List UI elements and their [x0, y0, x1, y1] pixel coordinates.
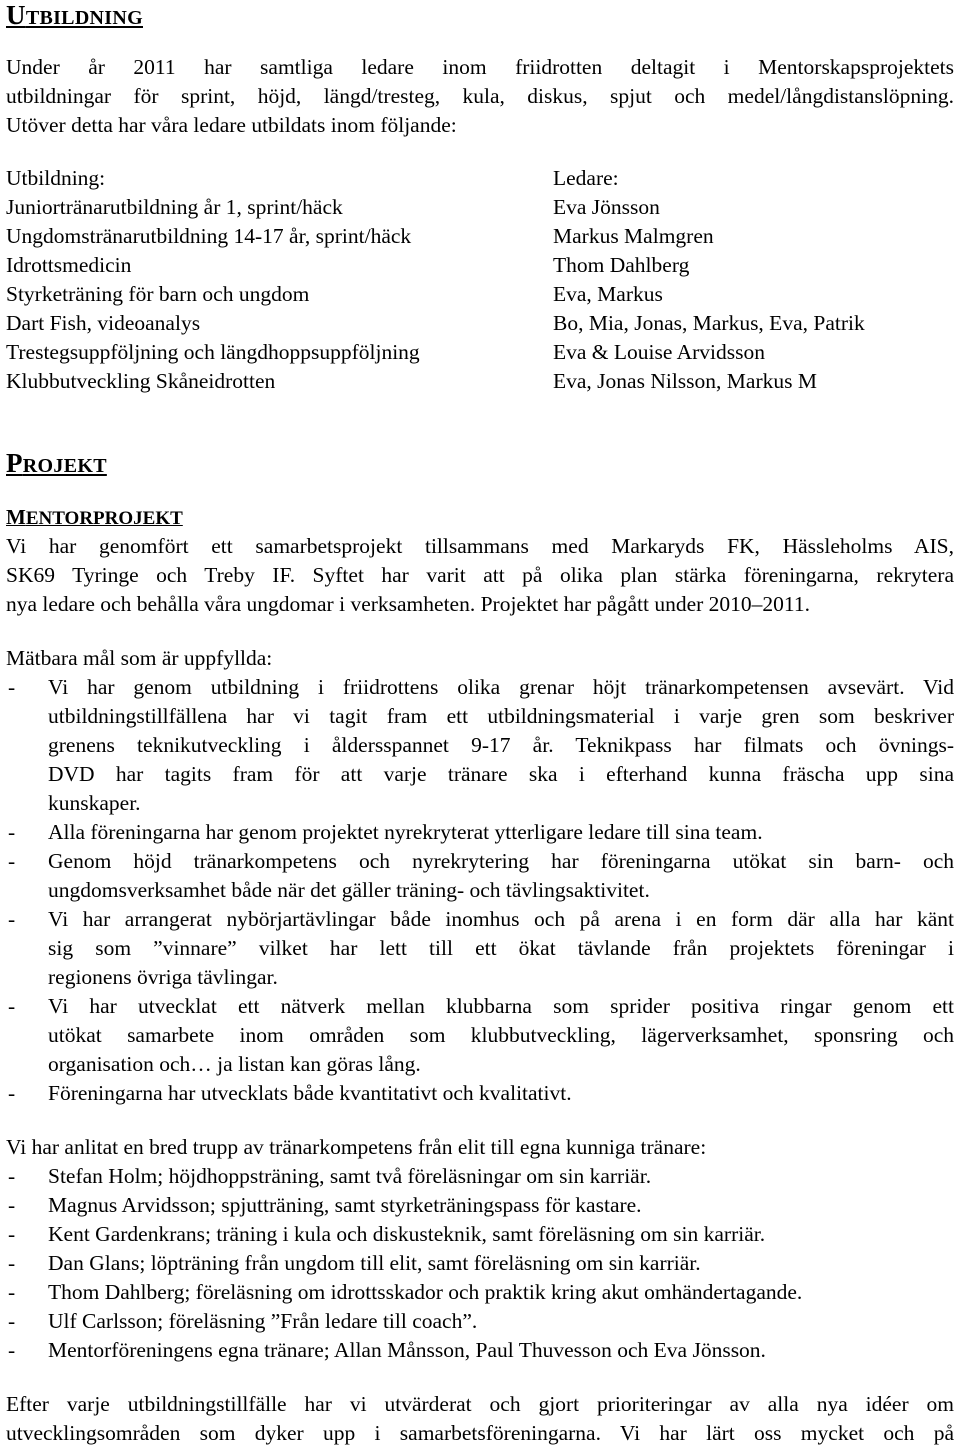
goal-line: utökat samarbete inom områden som klubbutveckling, lägerverksamhet, sponsring och: [48, 1023, 954, 1047]
course-name: Styrketräning för barn och ungdom: [6, 282, 310, 306]
course-name: Juniortränarutbildning år 1, sprint/häck: [6, 195, 343, 219]
trainer-item: Magnus Arvidsson; spjutträning, samt styrketräningspass för kastare.: [48, 1193, 642, 1217]
intro-line: Utöver detta har våra ledare utbildats inom följande:: [6, 113, 457, 137]
goal-line: grenens teknikutveckling i åldersspannet 9-17 år. Teknikpass har filmats och övnings-: [48, 733, 954, 757]
trainer-item: Stefan Holm; höjdhoppsträning, samt två föreläsningar om sin karriär.: [48, 1164, 652, 1188]
goal-line: kunskaper.: [48, 791, 141, 815]
goals-header: Mätbara mål som är uppfyllda:: [6, 646, 273, 670]
trainer-item: Mentorföreningens egna tränare; Allan Månsson, Paul Thuvesson och Eva Jönsson.: [48, 1338, 766, 1362]
list-dash: -: [8, 1280, 16, 1304]
list-dash: -: [8, 994, 16, 1018]
goal-line: Vi har genom utbildning i friidrottens olika grenar höjt tränarkompetensen avsevärt. Vid: [48, 675, 954, 699]
list-dash: -: [8, 849, 16, 873]
course-leader: Markus Malmgren: [553, 224, 714, 248]
project-paragraph-line: nya ledare och behålla våra ungdomar i verksamheten. Projektet har pågått under 2010–2011.: [6, 592, 810, 616]
trainers-header: Vi har anlitat en bred trupp av tränarkompetens från elit till egna kunniga tränare:: [6, 1135, 707, 1159]
course-leader: Bo, Mia, Jonas, Markus, Eva, Patrik: [553, 311, 865, 335]
closing-line: Efter varje utbildningstillfälle har vi utvärderat och gjort prioriteringar av alla nya idéer om: [6, 1392, 954, 1416]
project-paragraph-line: SK69 Tyringe och Treby IF. Syftet har varit att på olika plan stärka föreningarna, rekrytera: [6, 563, 954, 587]
course-leader: Eva & Louise Arvidsson: [553, 340, 765, 364]
course-name: Klubbutveckling Skåneidrotten: [6, 369, 276, 393]
goal-line: Vi har utvecklat ett nätverk mellan klubbarna som sprider positiva ringar genom ett: [48, 994, 954, 1018]
list-dash: -: [8, 820, 16, 844]
course-name: Ungdomstränarutbildning 14-17 år, sprint/häck: [6, 224, 412, 248]
goal-line: sig som ”vinnare” vilket har lett till ett ökat tävlande från projektets föreningar i: [48, 936, 954, 960]
trainer-item: Kent Gardenkrans; träning i kula och diskusteknik, samt föreläsning om sin karriär.: [48, 1222, 766, 1246]
course-leader: Eva, Jonas Nilsson, Markus M: [553, 369, 817, 393]
project-paragraph-line: Vi har genomfört ett samarbetsprojekt tillsammans med Markaryds FK, Hässleholms AIS,: [6, 534, 954, 558]
subheading-mentorprojekt: MENTORPROJEKT: [6, 505, 183, 529]
goal-line: Alla föreningarna har genom projektet nyrekryterat ytterligare ledare till sina team.: [48, 820, 763, 844]
list-dash: -: [8, 675, 16, 699]
course-leader: Thom Dahlberg: [553, 253, 690, 277]
list-dash: -: [8, 1081, 16, 1105]
section-heading-utbildning: UTBILDNING: [6, 0, 143, 30]
goal-line: Föreningarna har utvecklats både kvantitativt och kvalitativt.: [48, 1081, 572, 1105]
list-dash: -: [8, 1251, 16, 1275]
intro-line: utbildningar för sprint, höjd, längd/tresteg, kula, diskus, spjut och medel/långdistanslöpning.: [6, 84, 954, 108]
trainer-item: Ulf Carlsson; föreläsning ”Från ledare till coach”.: [48, 1309, 478, 1333]
column-header-ledare: Ledare:: [553, 166, 619, 190]
list-dash: -: [8, 1338, 16, 1362]
goal-line: ungdomsverksamhet både när det gäller träning- och tävlingsaktivitet.: [48, 878, 650, 902]
goal-line: Vi har arrangerat nybörjartävlingar både inomhus och på arena i en form där alla har känt: [48, 907, 954, 931]
list-dash: -: [8, 1309, 16, 1333]
course-leader: Eva Jönsson: [553, 195, 660, 219]
list-dash: -: [8, 907, 16, 931]
column-header-utbildning: Utbildning:: [6, 166, 106, 190]
course-name: Dart Fish, videoanalys: [6, 311, 201, 335]
trainer-item: Dan Glans; löpträning från ungdom till elit, samt föreläsning om sin karriär.: [48, 1251, 701, 1275]
list-dash: -: [8, 1222, 16, 1246]
goal-line: Genom höjd tränarkompetens och nyrekrytering har föreningarna utökat sin barn- och: [48, 849, 954, 873]
list-dash: -: [8, 1193, 16, 1217]
goal-line: utbildningstillfällena har vi tagit fram ett utbildningsmaterial i varje gren som beskriver: [48, 704, 954, 728]
goal-line: regionens övriga tävlingar.: [48, 965, 278, 989]
trainer-item: Thom Dahlberg; föreläsning om idrottsskador och praktik kring akut omhändertagande.: [48, 1280, 803, 1304]
closing-line: utvecklingsområden som dyker upp i samarbetsföreningarna. Vi har lärt oss mycket och på: [6, 1421, 954, 1445]
goal-line: DVD har tagits fram för att varje tränare ska i efterhand kunna fräscha upp sina: [48, 762, 954, 786]
section-heading-projekt: PROJEKT: [6, 448, 107, 478]
goal-line: organisation och… ja listan kan göras lång.: [48, 1052, 421, 1076]
course-name: Idrottsmedicin: [6, 253, 132, 277]
list-dash: -: [8, 1164, 16, 1188]
intro-line: Under år 2011 har samtliga ledare inom friidrotten deltagit i Mentorskapsprojektets: [6, 55, 954, 79]
course-name: Trestegsuppföljning och längdhoppsuppföljning: [6, 340, 420, 364]
course-leader: Eva, Markus: [553, 282, 663, 306]
